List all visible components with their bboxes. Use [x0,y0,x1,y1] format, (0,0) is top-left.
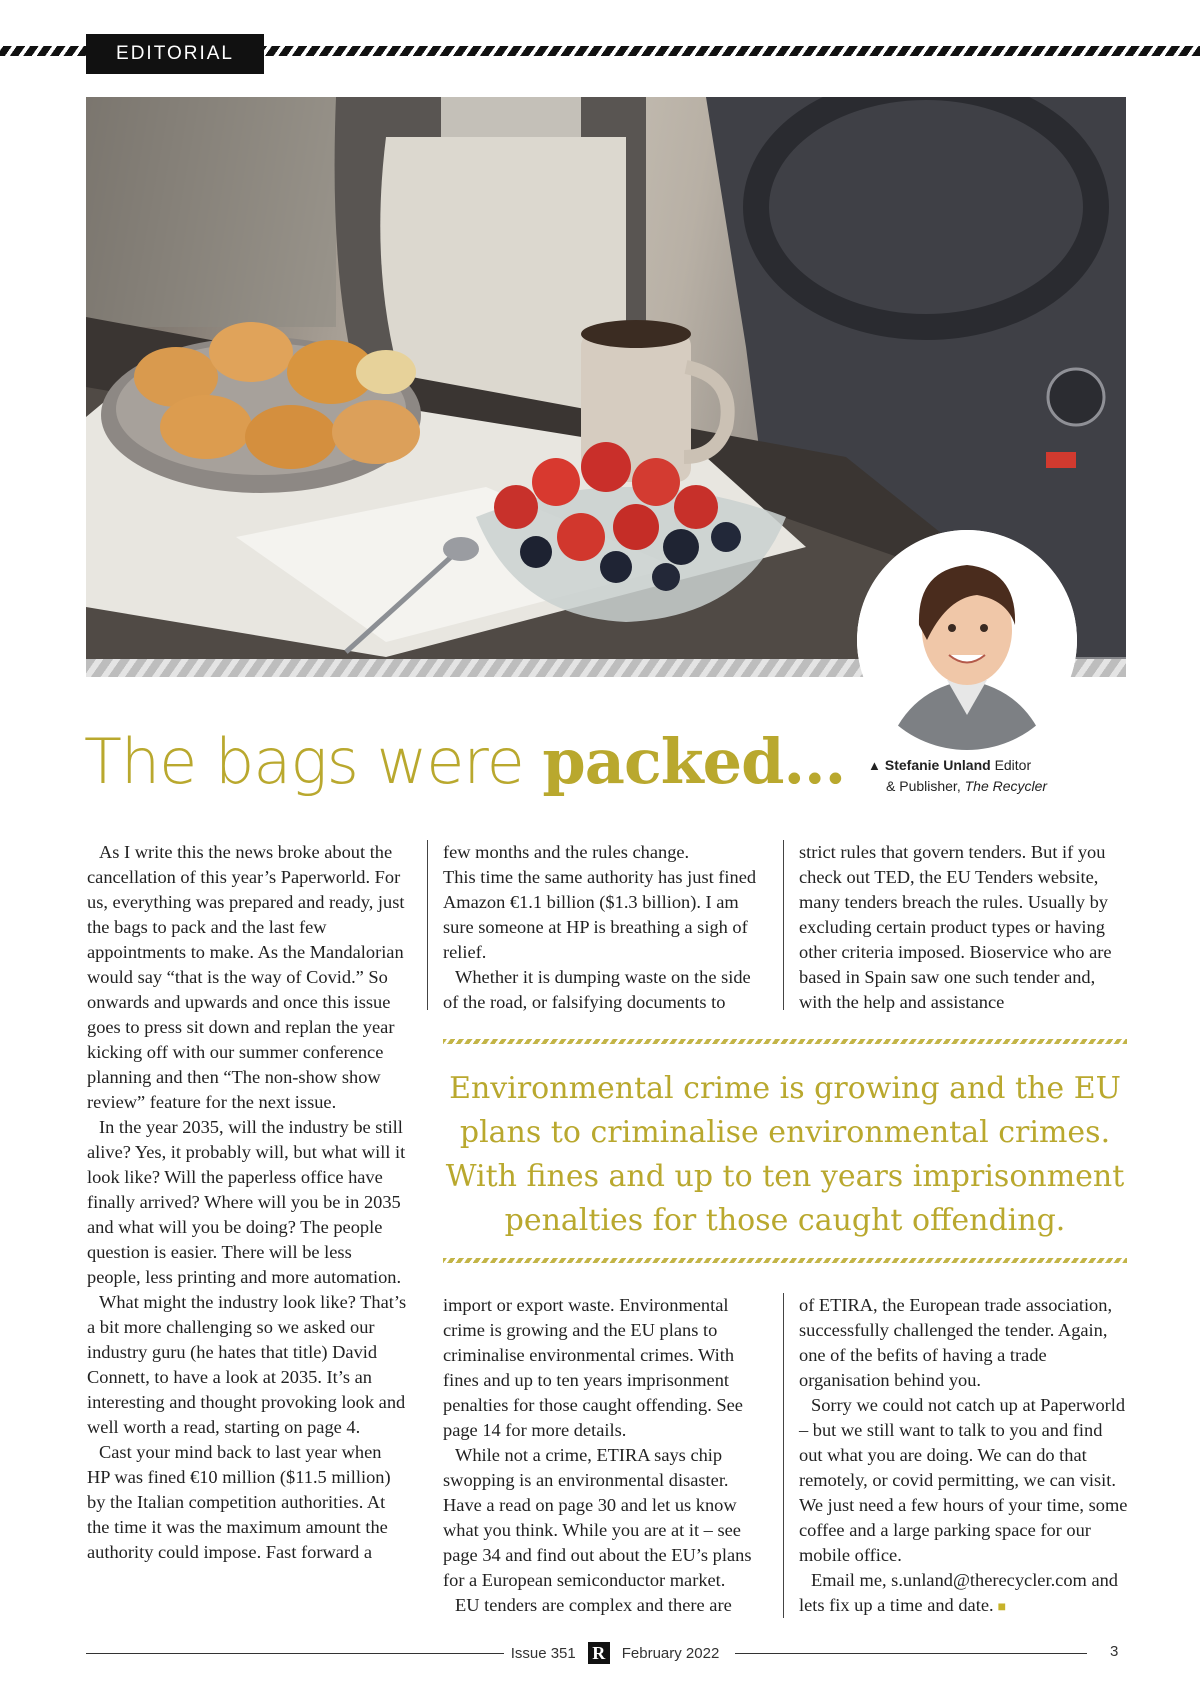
paragraph: This time the same authority has just fined Amazon €1.1 billion ($1.3 billion). I am sure someone at HP is breathing a sigh of relief. [443,867,757,962]
paragraph: strict rules that govern tenders. But if you check out TED, the EU Tenders website, many tenders breach the rules. Usually by excluding certain product types or having other criteria imposed. Bioservice who are based in Spain saw one such tender and, with the help and assistance [799,842,1112,1012]
footer-rule-right [735,1653,1087,1654]
recycler-logo-icon: R [588,1642,610,1664]
column-1 [87,840,407,1565]
caption-publication: The Recycler [964,778,1048,794]
pullquote: Environmental crime is growing and the EU plans to criminalise environmental crimes. With fines and up to ten years imprisonment penalties for those caught offending. [445,1071,1125,1238]
footer [490,1640,740,1666]
paragraph: import or export waste. Environmental crime is growing and the EU plans to criminalise environmental crimes. With fines and up to ten years imprisonment penalties for those caught offending. See page 14 for more details. [443,1295,743,1440]
column-divider [783,840,784,1010]
editor-portrait [857,530,1077,750]
pullquote-rule-bottom [443,1258,1127,1263]
portrait-illustration [857,530,1077,750]
column-3-bottom [799,1293,1129,1620]
page-number: 3 [1110,1643,1119,1660]
section-label: EDITORIAL [86,34,264,74]
pullquote-rule-top [443,1039,1127,1044]
column-2-bottom [443,1293,768,1618]
paragraph [799,1568,1129,1620]
column-divider [427,840,428,1010]
end-mark-icon: ■ [997,1600,1007,1615]
caption-triangle-icon: ▲ [868,758,881,773]
column-2-top [443,840,768,1015]
paragraph: As I write this the news broke about the cancellation of this year’s Paperworld. For us, everything was prepared and ready, just the bags to pack and the last few appointments to make. As the Mandalorian would say “that is the way of Covid.” So onwards and upwards and once this issue goes to press sit down and replan the year kicking off with our summer conference planning and then “The non-show show review” feature for the next issue. [87,842,405,1112]
issue-date: February 2022 [621,1644,720,1662]
paragraph: What might the industry look like? That’s a bit more challenging so we asked our industry guru (he hates that title) David Connett, to have a look at 2035. It’s an interesting and thought provoking look and well worth a read, starting on page 4. [87,1292,407,1437]
paragraph: of ETIRA, the European trade association, successfully challenged the tender. Again, one of the befits of having a trade organisation behind you. [799,1295,1113,1390]
column-3-top [799,840,1129,1015]
paragraph: In the year 2035, will the industry be still alive? Yes, it probably will, but what will it look like? Will the paperless office have finally arrived? Where will you be in 2035 and what will you be doing? The people question is easier. There will be less people, less printing and more automation. [87,1117,406,1287]
column-divider [783,1293,784,1618]
paragraph: While not a crime, ETIRA says chip swopping is an environmental disaster. Have a read on page 30 and let us know what you think. While you are at it – see page 34 and find out about the EU’s plans for a European semiconductor market. [443,1445,752,1590]
closing-text: Email me, s.unland@therecycler.com and lets fix up a time and date. [799,1570,1118,1615]
caption-role: Editor [994,757,1032,773]
issue-number: Issue 351 [510,1644,576,1662]
paragraph: Sorry we could not catch up at Paperworld – but we still want to talk to you and find out what you are doing. We can do that remotely, or covid permitting, we can visit. We just need a few hours of your time, some coffee and a large parking space for our mobile office. [799,1395,1128,1565]
caption-name: Stefanie Unland [884,757,991,773]
article-headline [84,725,845,798]
paragraph: few months and the rules change. [443,842,690,862]
headline-light: The bags were [84,725,543,798]
portrait-caption [868,755,1108,797]
footer-rule-left [86,1653,504,1654]
caption-role-continued: & Publisher, [886,778,961,794]
headline-bold: packed... [542,725,846,798]
paragraph: Cast your mind back to last year when HP was fined €10 million ($11.5 million) by the Italian competition authorities. At the time it was the maximum amount the authority could impose. Fast forward a [87,1442,391,1562]
paragraph: EU tenders are complex and there are [455,1595,732,1615]
paragraph: Whether it is dumping waste on the side of the road, or falsifying documents to [443,967,751,1012]
